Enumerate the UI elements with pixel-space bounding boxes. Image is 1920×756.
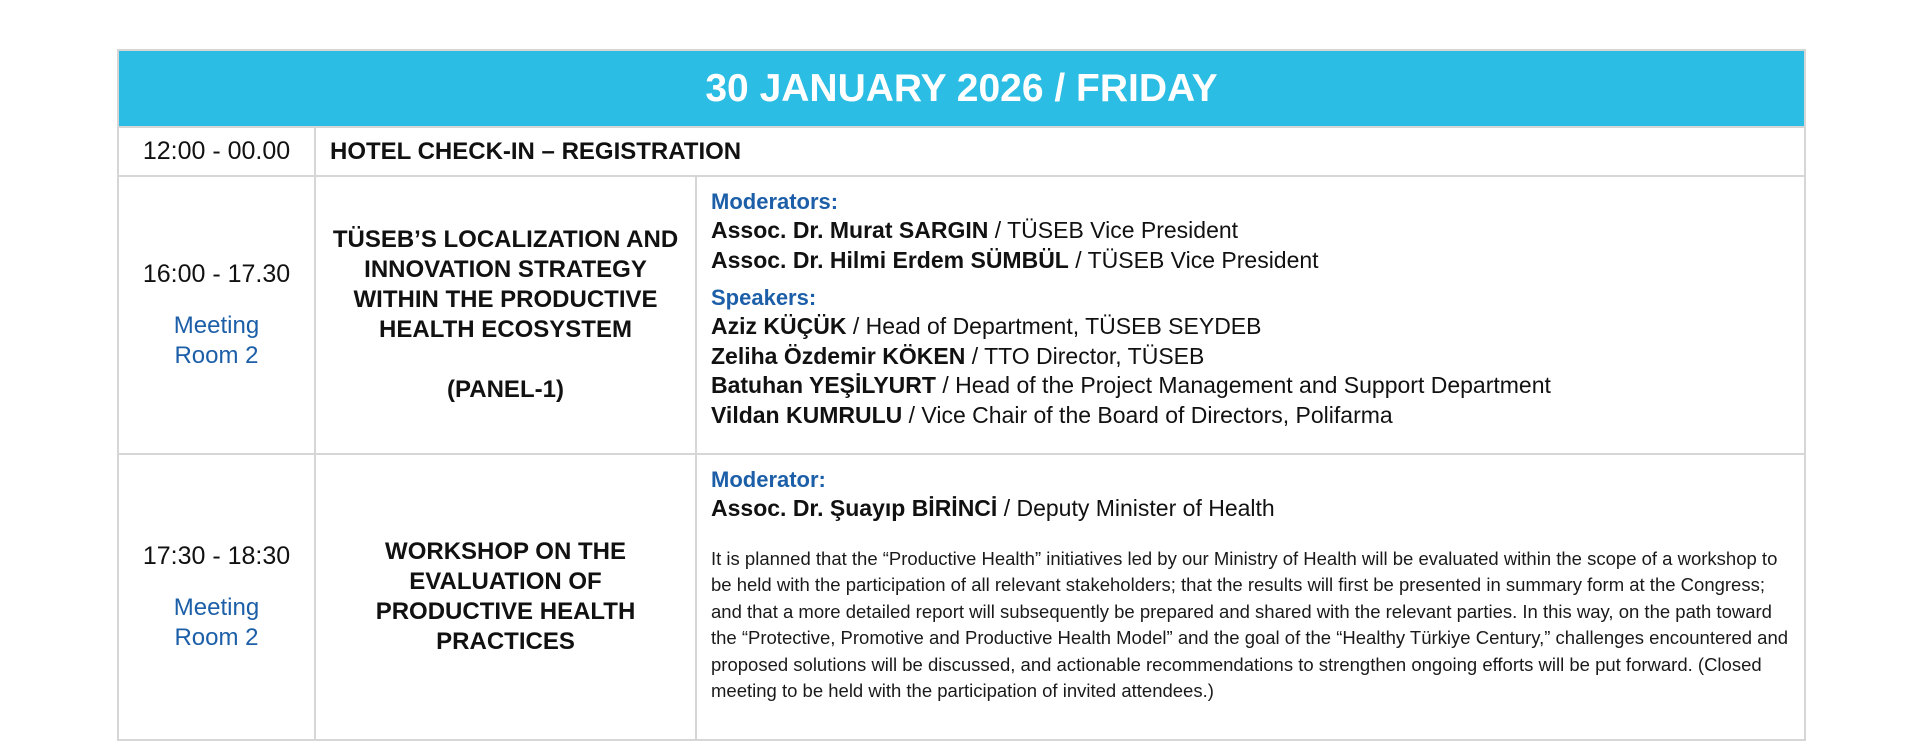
person-name: Zeliha Özdemir KÖKEN: [711, 342, 966, 369]
person-role: / Head of the Project Management and Support Department: [935, 372, 1551, 398]
session-row-workshop: [118, 454, 1805, 740]
moderator-heading: Moderator:: [711, 467, 826, 492]
person-role: / Deputy Minister of Health: [997, 495, 1275, 521]
person-role: / TTO Director, TÜSEB: [965, 342, 1205, 369]
session-title-cell: [315, 176, 696, 454]
session-details: [696, 454, 1805, 740]
person-name: Vildan KUMRULU: [711, 401, 903, 428]
session-time: 17:30 - 18:30: [142, 541, 291, 570]
session-title-cell: [315, 454, 696, 740]
speakers-heading: Speakers:: [711, 285, 817, 310]
session-description: It is planned that the “Productive Health” initiatives led by our Ministry of Health will be evaluated within the scope of a workshop to be held with the participation of all relevant stakeholders; that the results will first be presented in summary form at the Congress; and that a more detailed report will subsequently be prepared and shared with the relevant parties. In this way, on the path toward the “Protective, Promotive and Productive Health Model” and the goal of the “Healthy Türkiye Century,” challenges encountered and proposed solutions will be discussed, and actionable recommendations to strengthen ongoing efforts will be put forward. (Closed meeting to be held with the participation of invited attendees.): [711, 547, 1789, 701]
title-line: PRACTICES: [436, 628, 575, 655]
person-name: Assoc. Dr. Murat SARGIN: [711, 217, 989, 243]
session-room: [119, 311, 314, 371]
moderator-line: [711, 246, 1790, 276]
program-table: [117, 49, 1806, 741]
moderators-heading: Moderators:: [711, 189, 839, 214]
person-name: Aziz KÜÇÜK: [711, 313, 847, 339]
person-name: Batuhan YEŞİLYURT: [711, 372, 936, 398]
title-line: TÜSEB’S LOCALIZATION AND: [332, 226, 679, 253]
title-line: PRODUCTIVE HEALTH: [375, 598, 636, 625]
title-line: WORKSHOP ON THE: [385, 538, 626, 565]
title-line: INNOVATION STRATEGY: [364, 256, 647, 283]
session-time-cell: [118, 176, 315, 454]
session-room: [119, 593, 314, 653]
speaker-line: [711, 401, 1790, 431]
person-name: Assoc. Dr. Şuayıp BİRİNCİ: [711, 495, 998, 521]
panel-label: (PANEL-1): [447, 376, 564, 403]
room-line: Meeting: [173, 593, 260, 621]
speaker-line: [711, 371, 1790, 401]
person-role: / TÜSEB Vice President: [1068, 246, 1319, 273]
session-row-checkin: [118, 127, 1805, 176]
session-time: 16:00 - 17.30: [142, 259, 291, 288]
person-role: / TÜSEB Vice President: [988, 217, 1239, 243]
moderator-line: [711, 216, 1790, 246]
room-line: Meeting: [173, 311, 260, 339]
session-details: [696, 176, 1805, 454]
speaker-line: [711, 312, 1790, 342]
speaker-line: [711, 342, 1790, 372]
date-header: 30 JANUARY 2026 / FRIDAY: [118, 50, 1805, 127]
session-time-cell: [118, 454, 315, 740]
room-line: Room 2: [174, 623, 259, 651]
person-role: / Vice Chair of the Board of Directors, Polifarma: [902, 401, 1393, 428]
session-time: 12:00 - 00.00: [118, 127, 315, 176]
session-title: HOTEL CHECK-IN – REGISTRATION: [315, 127, 1805, 176]
header-row: [118, 50, 1805, 127]
person-role: / Head of Department, TÜSEB SEYDEB: [846, 313, 1262, 339]
room-line: Room 2: [174, 341, 259, 369]
session-row-panel: [118, 176, 1805, 454]
title-line: WITHIN THE PRODUCTIVE: [353, 286, 658, 313]
title-line: HEALTH ECOSYSTEM: [379, 316, 632, 343]
person-name: Assoc. Dr. Hilmi Erdem SÜMBÜL: [711, 246, 1069, 273]
moderator-line: [711, 494, 1790, 524]
title-line: EVALUATION OF: [409, 568, 602, 595]
